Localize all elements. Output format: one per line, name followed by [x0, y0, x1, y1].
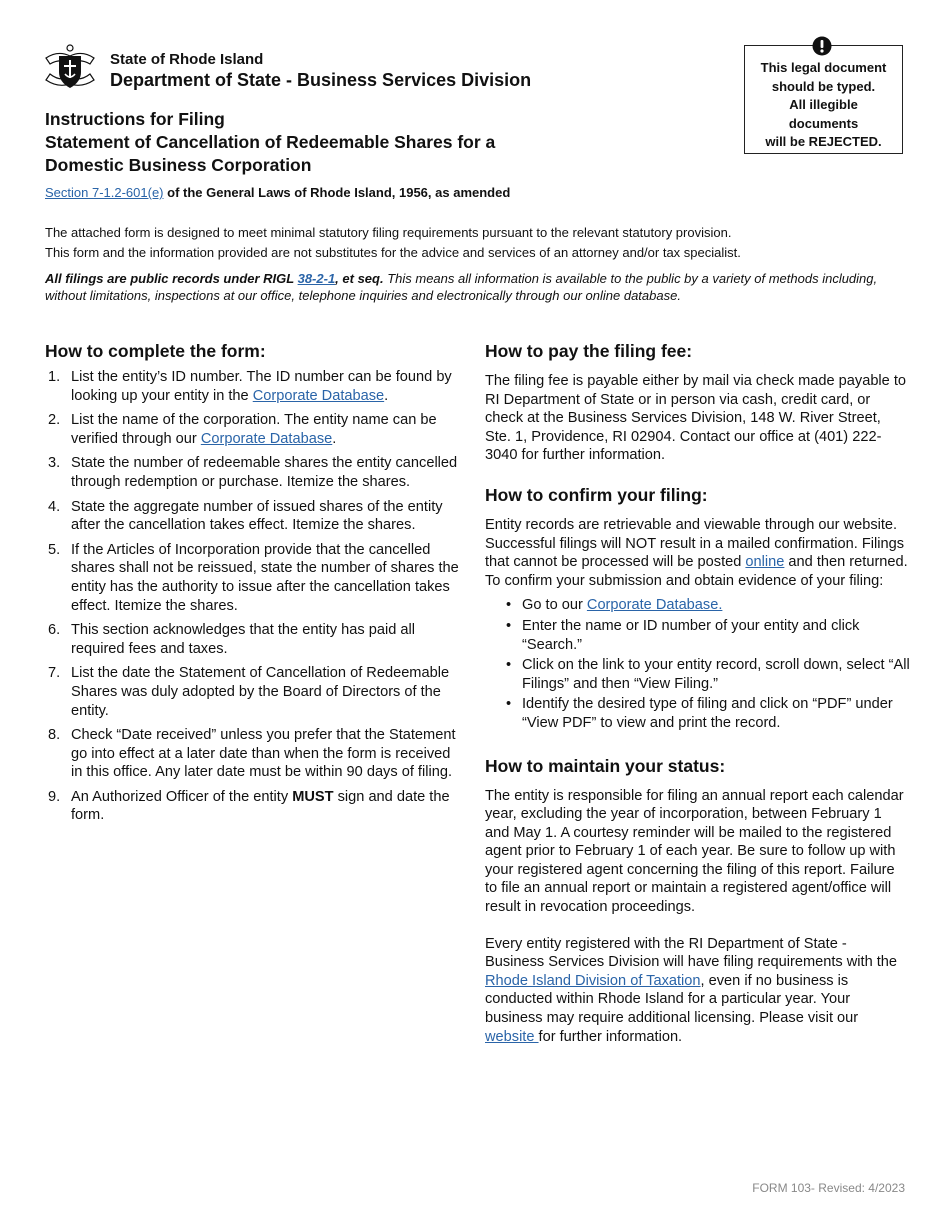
list-item: • Click on the link to your entity record, scroll down, select “All Filings” and then “View Filing.”: [485, 656, 910, 693]
list-item: • Go to our Corporate Database.: [485, 596, 910, 615]
list-item: 2. List the name of the corporation. The entity name can be verified through our Corporate Database.: [48, 412, 437, 447]
list-item: 3. State the number of redeemable shares the entity cancelled through redemption or purchase. Itemize the shares.: [48, 455, 458, 490]
steps-list: [45, 368, 465, 825]
exclamation-icon: [812, 36, 832, 56]
pay-fee-heading: How to pay the filing fee:: [485, 341, 693, 361]
intro-line-1: The attached form is designed to meet minimal statutory filing requirements pursuant to the relevant statutory provision.: [45, 225, 732, 240]
list-item: 7. List the date the Statement of Cancellation of Redeemable Shares was duly adopted by the Board of Directors of the entity.: [48, 665, 450, 719]
list-item: 5. If the Articles of Incorporation provide that the cancelled shares shall not be reissued, state the number of shares the entity has the authority to issue after the cancellation takes effect. Itemize the shares.: [48, 541, 459, 614]
list-item: 6. This section acknowledges that the entity has paid all required fees and taxes.: [48, 622, 415, 657]
form-revision-footer: FORM 103- Revised: 4/2023: [752, 1181, 905, 1195]
section-link[interactable]: Section 7-1.2-601(e): [45, 185, 164, 200]
confirm-steps-list: [485, 596, 910, 732]
intro-line-2: This form and the information provided are not substitutes for the advice and services of an attorney and/or tax specialist.: [45, 245, 741, 260]
section-reference-text: of the General Laws of Rhode Island, 1956, as amended: [163, 185, 511, 200]
list-item: 9. An Authorized Officer of the entity MUST sign and date the form.: [48, 788, 450, 824]
status-heading: How to maintain your status:: [485, 755, 726, 776]
title-line-3: Domestic Business Corporation: [45, 155, 312, 175]
complete-form-heading: How to complete the form:: [45, 341, 266, 361]
list-item: • Enter the name or ID number of your entity and click “Search.”: [485, 617, 910, 654]
title-line-1: Instructions for Filing: [45, 109, 225, 129]
public-records-bold: All filings are public records under RIGL: [45, 271, 298, 286]
list-item: 8. Check “Date received” unless you prefer that the Statement go into effect at a later date than when the form is received in this office. Any later date must be within 90 days of filing.: [48, 727, 456, 781]
list-item: 4. State the aggregate number of issued shares of the entity after the cancellation takes effect. Itemize the shares.: [48, 498, 443, 534]
pay-fee-text: The filing fee is payable either by mail via check made payable to RI Department of State or in person via cash, credit card, or check at the Business Services Division, 148 W. River Street, Ste. 1, Providence, RI 02904. Contact our office at (401) 222-3040 for further information.: [485, 373, 907, 464]
public-records-etseq: , et seq.: [335, 271, 384, 286]
confirm-text: Entity records are retrievable and viewable through our website. Successful filings will NOT result in a mailed confirmation. Filings that cannot be processed will be posted online and then returned. To confirm your submission and obtain evidence of your filing:: [485, 516, 908, 589]
rigl-link[interactable]: 38-2-1: [297, 271, 336, 286]
intro-paragraph: [45, 223, 741, 263]
title-line-2: Statement of Cancellation of Redeemable Shares for a: [45, 132, 496, 152]
status-paragraph-1: The entity is responsible for filing an annual report each calendar year, excluding the year of incorporation, between February 1 and May 1. A courtesy reminder will be mailed to the registered agent prior to February 1 of each year. Be sure to follow up with your registered agent concerning the filing of this report. Failure to file an annual report or maintain a registered agent/office will result in revocation proceedings.: [485, 787, 904, 916]
list-item: • Identify the desired type of filing and click on “PDF” under “View PDF” to view and print the record.: [485, 695, 910, 732]
status-paragraph-2: Every entity registered with the RI Department of State - Business Services Division will have filing requirements with the Rhode Island Division of Taxation, even if no business is conducted within Rhode Island for a particular year. Your business may require additional licensing. Please visit our website for further information.: [485, 935, 898, 1045]
state-name: State of Rhode Island: [110, 51, 264, 68]
list-item: 1. List the entity’s ID number. The ID number can be found by looking up your entity in the Corporate Database.: [48, 369, 452, 404]
complete-form-section: [45, 340, 465, 831]
online-link[interactable]: online: [745, 554, 785, 571]
section-reference: [45, 185, 510, 200]
warning-box: [744, 45, 903, 154]
warning-text: This legal document should be typed. All illegible documents will be REJECTED.: [760, 60, 887, 149]
document-title: [45, 108, 495, 177]
corporate-database-link[interactable]: Corporate Database: [200, 430, 333, 447]
corporate-database-link[interactable]: Corporate Database.: [586, 597, 723, 614]
corporate-database-link[interactable]: Corporate Database: [252, 387, 385, 404]
website-link[interactable]: website: [485, 1028, 539, 1045]
department-name: Department of State - Business Services Division: [110, 70, 532, 90]
state-seal-icon: [44, 44, 96, 92]
confirm-heading: How to confirm your filing:: [485, 484, 708, 505]
public-records-notice: [45, 271, 905, 304]
right-column: [485, 340, 910, 1046]
public-records-text: This means all information is available to the public by a variety of methods including, without limitations, inspections at our office, telephone inquiries and electronically through our online database.: [45, 271, 878, 303]
taxation-link[interactable]: Rhode Island Division of Taxation: [485, 972, 701, 989]
